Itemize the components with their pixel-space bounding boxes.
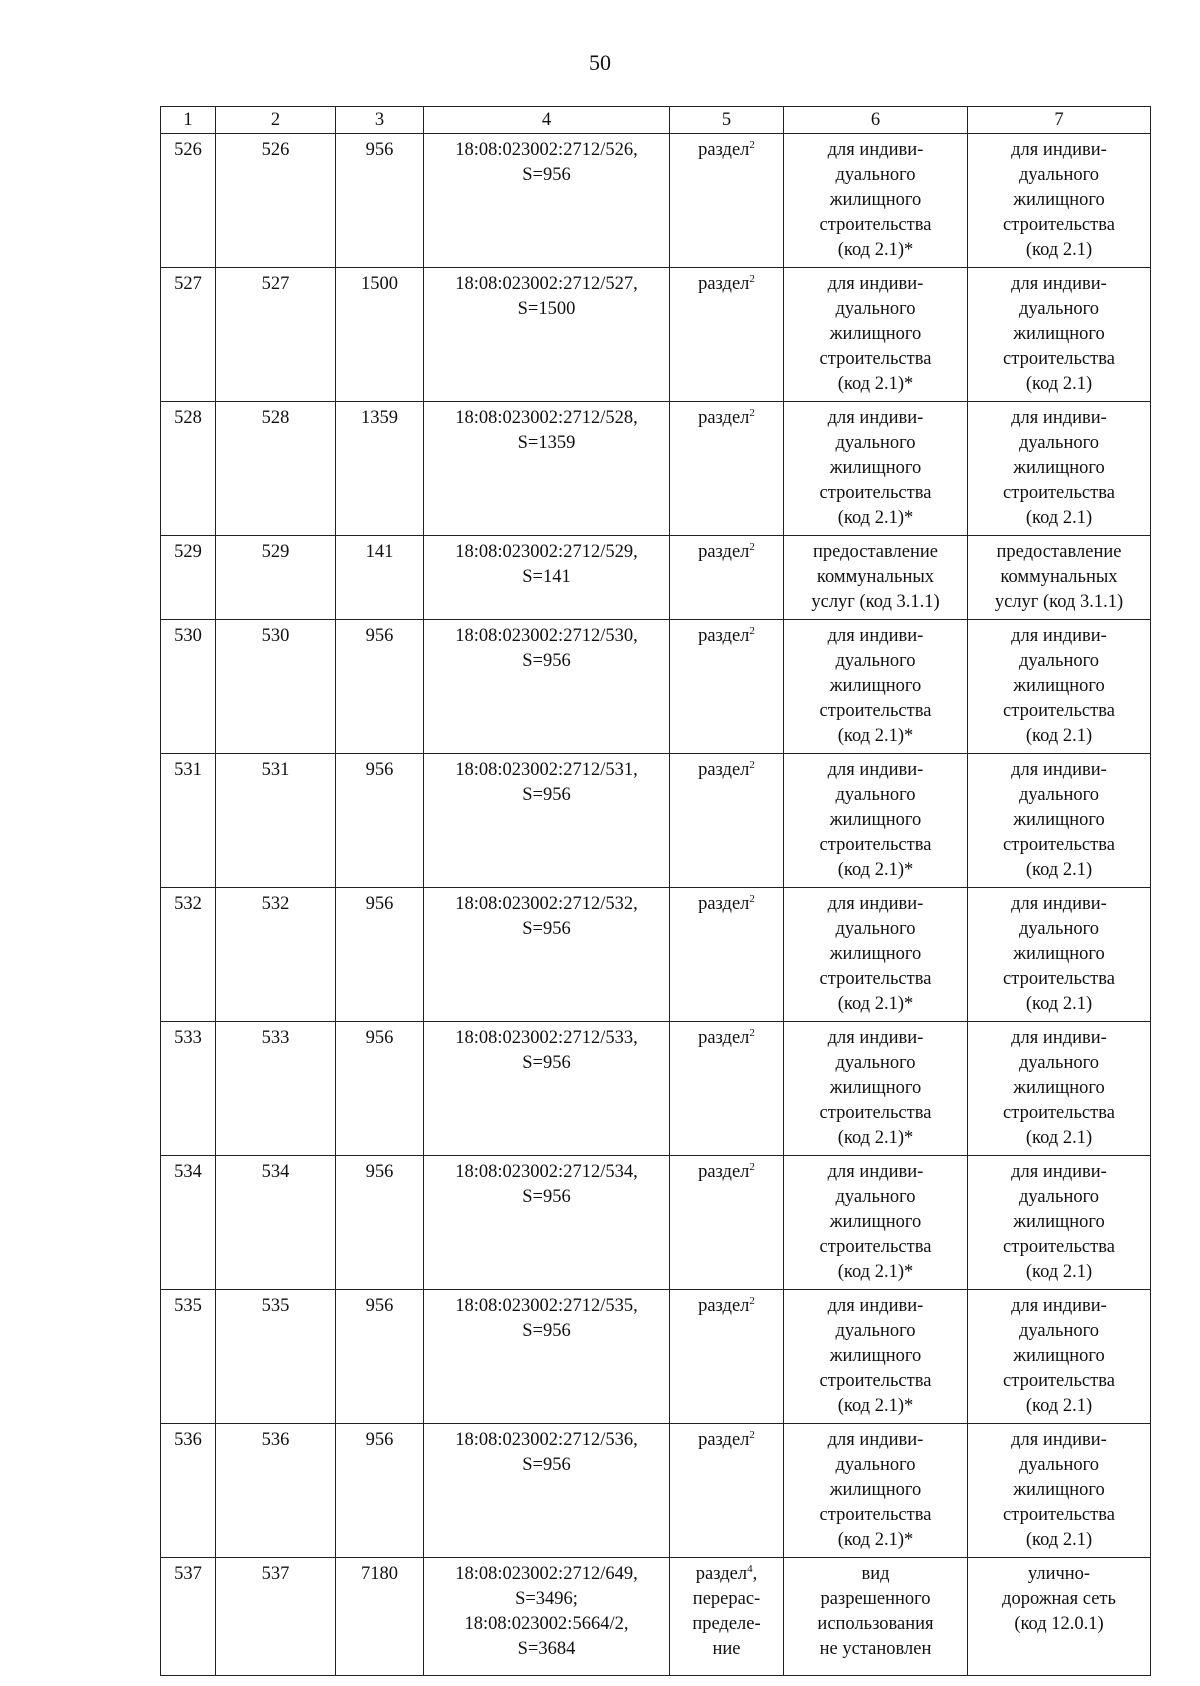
table-row (161, 1290, 1151, 1424)
plot-number-cell: 534 (216, 1156, 336, 1290)
plot-number-cell: 532 (216, 888, 336, 1022)
existing-use-cell: для индиви- дуального жилищного строительства (код 2.1)* (784, 268, 968, 402)
footnote-marker: 4 (747, 1563, 753, 1575)
planned-use-cell: для индиви- дуального жилищного строительства (код 2.1) (968, 888, 1151, 1022)
plot-number-cell: 533 (216, 1022, 336, 1156)
formation-method-cell (670, 134, 784, 268)
formation-method-cell (670, 620, 784, 754)
formation-method-cell (670, 1558, 784, 1676)
footnote-marker: 2 (749, 1295, 755, 1307)
plot-number-cell: 530 (216, 620, 336, 754)
cadastral-number-cell: 18:08:023002:2712/527, S=1500 (424, 268, 670, 402)
table-row (161, 536, 1151, 620)
existing-use-cell: для индиви- дуального жилищного строительства (код 2.1)* (784, 1022, 968, 1156)
existing-use-cell: для индиви- дуального жилищного строительства (код 2.1)* (784, 888, 968, 1022)
formation-method-cell (670, 1290, 784, 1424)
row-number-cell: 531 (161, 754, 216, 888)
table-row (161, 1022, 1151, 1156)
column-number-4: 4 (424, 107, 670, 134)
area-cell: 956 (336, 1290, 424, 1424)
cadastral-number-cell: 18:08:023002:2712/649, S=3496; 18:08:023002:5664/2, S=3684 (424, 1558, 670, 1676)
table-row (161, 754, 1151, 888)
footnote-marker: 2 (749, 893, 755, 905)
page-number: 50 (589, 50, 611, 75)
formation-method-cell (670, 1022, 784, 1156)
planned-use-cell: для индиви- дуального жилищного строительства (код 2.1) (968, 1156, 1151, 1290)
table-body (161, 134, 1151, 1676)
formation-method-text: раздел (698, 1028, 750, 1048)
row-number-cell: 526 (161, 134, 216, 268)
formation-method-tail: , перерас- пределе- ние (692, 1564, 761, 1659)
area-cell: 1500 (336, 268, 424, 402)
existing-use-cell: для индиви- дуального жилищного строительства (код 2.1)* (784, 1290, 968, 1424)
cadastral-number-cell: 18:08:023002:2712/530, S=956 (424, 620, 670, 754)
plot-number-cell: 537 (216, 1558, 336, 1676)
area-cell: 956 (336, 1424, 424, 1558)
formation-method-text: раздел (698, 542, 750, 562)
row-number-cell: 533 (161, 1022, 216, 1156)
planned-use-cell: для индиви- дуального жилищного строительства (код 2.1) (968, 268, 1151, 402)
plot-number-cell: 526 (216, 134, 336, 268)
footnote-marker: 2 (749, 759, 755, 771)
column-number-1: 1 (161, 107, 216, 134)
planned-use-cell: для индиви- дуального жилищного строительства (код 2.1) (968, 620, 1151, 754)
planned-use-cell: улично- дорожная сеть (код 12.0.1) (968, 1558, 1151, 1676)
footnote-marker: 2 (749, 273, 755, 285)
row-number-cell: 534 (161, 1156, 216, 1290)
formation-method-cell (670, 536, 784, 620)
formation-method-text: раздел (698, 408, 750, 428)
existing-use-cell: для индиви- дуального жилищного строительства (код 2.1)* (784, 1424, 968, 1558)
formation-method-cell (670, 888, 784, 1022)
column-number-7: 7 (968, 107, 1151, 134)
existing-use-cell: для индиви- дуального жилищного строительства (код 2.1)* (784, 754, 968, 888)
area-cell: 956 (336, 1156, 424, 1290)
footnote-marker: 2 (749, 1027, 755, 1039)
formation-method-text: раздел (698, 760, 750, 780)
formation-method-text: раздел (698, 894, 750, 914)
area-cell: 956 (336, 1022, 424, 1156)
formation-method-text: раздел (698, 1296, 750, 1316)
cadastral-number-cell: 18:08:023002:2712/531, S=956 (424, 754, 670, 888)
plot-number-cell: 531 (216, 754, 336, 888)
row-number-cell: 529 (161, 536, 216, 620)
footnote-marker: 2 (749, 1161, 755, 1173)
cadastral-number-cell: 18:08:023002:2712/535, S=956 (424, 1290, 670, 1424)
existing-use-cell: вид разрешенного использования не установлен (784, 1558, 968, 1676)
planned-use-cell: для индиви- дуального жилищного строительства (код 2.1) (968, 1290, 1151, 1424)
table-row (161, 1156, 1151, 1290)
area-cell: 141 (336, 536, 424, 620)
formation-method-text: раздел (695, 1564, 748, 1584)
land-plot-table (160, 106, 1151, 1676)
plot-number-cell: 528 (216, 402, 336, 536)
table-row (161, 268, 1151, 402)
footnote-marker: 2 (749, 541, 755, 553)
existing-use-cell: для индиви- дуального жилищного строительства (код 2.1)* (784, 402, 968, 536)
row-number-cell: 535 (161, 1290, 216, 1424)
area-cell: 956 (336, 754, 424, 888)
plot-number-cell: 527 (216, 268, 336, 402)
formation-method-cell (670, 1424, 784, 1558)
planned-use-cell: предоставление коммунальных услуг (код 3.1.1) (968, 536, 1151, 620)
table-row (161, 1424, 1151, 1558)
table-row (161, 620, 1151, 754)
formation-method-text: раздел (698, 626, 750, 646)
formation-method-cell (670, 268, 784, 402)
cadastral-number-cell: 18:08:023002:2712/526, S=956 (424, 134, 670, 268)
column-number-6: 6 (784, 107, 968, 134)
area-cell: 7180 (336, 1558, 424, 1676)
formation-method-cell (670, 1156, 784, 1290)
planned-use-cell: для индиви- дуального жилищного строительства (код 2.1) (968, 1022, 1151, 1156)
footnote-marker: 2 (749, 407, 755, 419)
cadastral-number-cell: 18:08:023002:2712/529, S=141 (424, 536, 670, 620)
row-number-cell: 537 (161, 1558, 216, 1676)
existing-use-cell: предоставление коммунальных услуг (код 3.1.1) (784, 536, 968, 620)
footnote-marker: 2 (749, 625, 755, 637)
existing-use-cell: для индиви- дуального жилищного строительства (код 2.1)* (784, 620, 968, 754)
table-row (161, 888, 1151, 1022)
column-number-row (161, 107, 1151, 134)
area-cell: 1359 (336, 402, 424, 536)
table-row (161, 1558, 1151, 1676)
plot-number-cell: 536 (216, 1424, 336, 1558)
cadastral-number-cell: 18:08:023002:2712/534, S=956 (424, 1156, 670, 1290)
plot-number-cell: 529 (216, 536, 336, 620)
table-row (161, 134, 1151, 268)
footnote-marker: 2 (749, 139, 755, 151)
existing-use-cell: для индиви- дуального жилищного строительства (код 2.1)* (784, 1156, 968, 1290)
row-number-cell: 536 (161, 1424, 216, 1558)
area-cell: 956 (336, 620, 424, 754)
planned-use-cell: для индиви- дуального жилищного строительства (код 2.1) (968, 402, 1151, 536)
formation-method-text: раздел (698, 140, 750, 160)
formation-method-text: раздел (698, 1162, 750, 1182)
formation-method-text: раздел (698, 1430, 750, 1450)
existing-use-cell: для индиви- дуального жилищного строительства (код 2.1)* (784, 134, 968, 268)
cadastral-number-cell: 18:08:023002:2712/533, S=956 (424, 1022, 670, 1156)
formation-method-cell (670, 402, 784, 536)
column-number-3: 3 (336, 107, 424, 134)
area-cell: 956 (336, 134, 424, 268)
column-number-2: 2 (216, 107, 336, 134)
formation-method-cell (670, 754, 784, 888)
table-row (161, 402, 1151, 536)
row-number-cell: 532 (161, 888, 216, 1022)
planned-use-cell: для индиви- дуального жилищного строительства (код 2.1) (968, 1424, 1151, 1558)
footnote-marker: 2 (749, 1429, 755, 1441)
cadastral-number-cell: 18:08:023002:2712/528, S=1359 (424, 402, 670, 536)
plot-number-cell: 535 (216, 1290, 336, 1424)
row-number-cell: 530 (161, 620, 216, 754)
planned-use-cell: для индиви- дуального жилищного строительства (код 2.1) (968, 754, 1151, 888)
formation-method-text: раздел (698, 274, 750, 294)
cadastral-number-cell: 18:08:023002:2712/532, S=956 (424, 888, 670, 1022)
row-number-cell: 528 (161, 402, 216, 536)
column-number-5: 5 (670, 107, 784, 134)
row-number-cell: 527 (161, 268, 216, 402)
planned-use-cell: для индиви- дуального жилищного строительства (код 2.1) (968, 134, 1151, 268)
cadastral-number-cell: 18:08:023002:2712/536, S=956 (424, 1424, 670, 1558)
area-cell: 956 (336, 888, 424, 1022)
